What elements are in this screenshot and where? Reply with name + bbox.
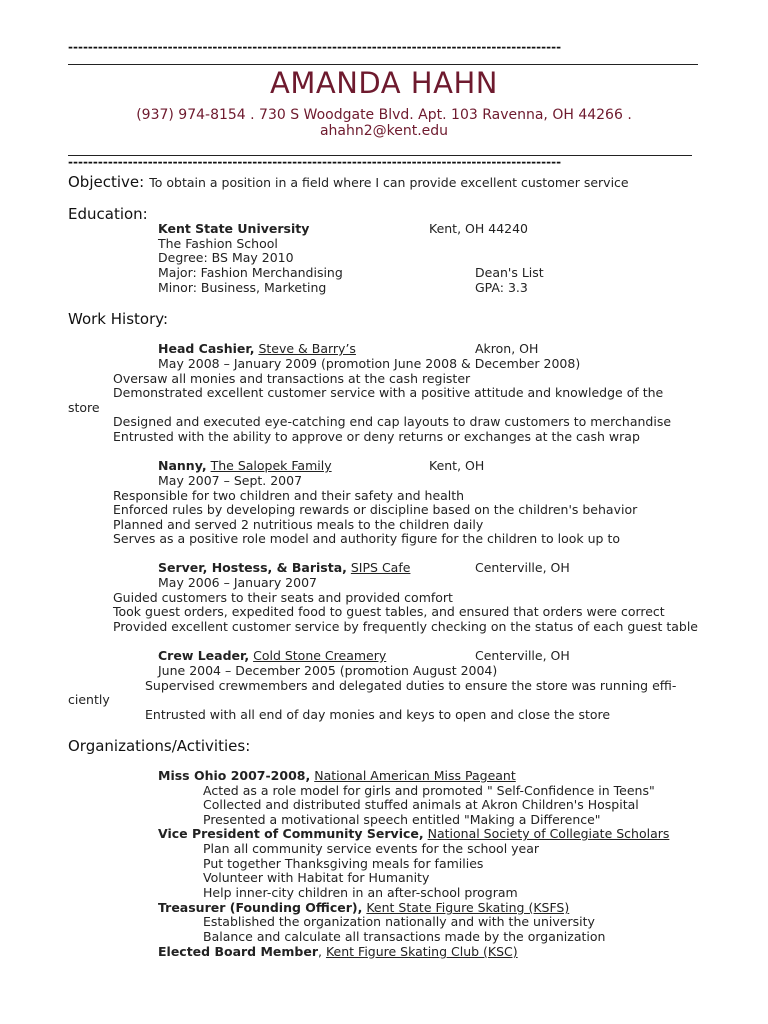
education-school: Kent State University — [158, 221, 310, 236]
job-duty: Enforced rules by developing rewards or discipline based on the children's behavior — [113, 502, 638, 517]
job-employer: Cold Stone Creamery — [253, 648, 387, 663]
org-title-line — [158, 768, 516, 783]
job-title: Server, Hostess, & Barista, — [158, 560, 347, 575]
org-detail: Acted as a role model for girls and promoted " Self-Confidence in Teens" — [203, 783, 655, 798]
job-duty: Took guest orders, expedited food to guest tables, and ensured that orders were correct — [113, 604, 665, 619]
job-duty: Designed and executed eye-catching end cap layouts to draw customers to merchandise — [113, 414, 672, 429]
job-title-line — [158, 341, 356, 356]
education-program: The Fashion School — [158, 236, 278, 251]
org-name: National Society of Collegiate Scholars — [427, 826, 670, 841]
top-dash-line: --------------------------------------------------------------------------------------------------- — [68, 40, 562, 54]
org-detail: Collected and distributed stuffed animals at Akron Children's Hospital — [203, 797, 639, 812]
job-duty: Serves as a positive role model and authority figure for the children to look up to — [113, 531, 621, 546]
job-duty: Entrusted with all end of day monies and keys to open and close the store — [145, 707, 611, 722]
job-title-line — [158, 560, 410, 575]
job-duty: Responsible for two children and their safety and health — [113, 488, 465, 503]
job-duty: Provided excellent customer service by frequently checking on the status of each guest table — [113, 619, 698, 634]
org-name: Kent State Figure Skating (KSFS) — [366, 900, 570, 915]
org-detail: Volunteer with Habitat for Humanity — [203, 870, 430, 885]
org-title-line — [158, 944, 518, 959]
job-dates: May 2007 – Sept. 2007 — [158, 473, 303, 488]
job-duty: Guided customers to their seats and provided comfort — [113, 590, 453, 605]
job-dates: June 2004 – December 2005 (promotion August 2004) — [158, 663, 498, 678]
job-duty: Supervised crewmembers and delegated duties to ensure the store was running effi- — [145, 678, 677, 693]
org-title-line — [158, 826, 669, 841]
top-rule — [68, 64, 698, 65]
job-duty: ciently — [68, 692, 110, 707]
organizations-heading: Organizations/Activities: — [68, 737, 251, 755]
job-title: Head Cashier, — [158, 341, 255, 356]
education-major: Major: Fashion Merchandising — [158, 265, 343, 280]
bottom-dash-line: --------------------------------------------------------------------------------------------------- — [68, 155, 562, 169]
org-title: Vice President of Community Service, — [158, 826, 424, 841]
org-title-line — [158, 900, 569, 915]
org-detail: Balance and calculate all transactions made by the organization — [203, 929, 606, 944]
job-title: Nanny, — [158, 458, 207, 473]
education-honor: Dean's List — [475, 265, 544, 280]
job-employer: The Salopek Family — [210, 458, 332, 473]
education-gpa: GPA: 3.3 — [475, 280, 528, 295]
email: ahahn2@kent.edu — [319, 123, 449, 139]
org-name: Kent Figure Skating Club (KSC) — [325, 944, 518, 959]
candidate-name: AMANDA HAHN — [270, 66, 498, 100]
job-duty: Entrusted with the ability to approve or deny returns or exchanges at the cash wrap — [113, 429, 640, 444]
objective-label: Objective: — [68, 173, 145, 191]
org-detail: Presented a motivational speech entitled "Making a Difference" — [203, 812, 601, 827]
education-degree: Degree: BS May 2010 — [158, 250, 294, 265]
job-dates: May 2008 – January 2009 (promotion June 2008 & December 2008) — [158, 356, 581, 371]
job-employer: Steve & Barry’s — [258, 341, 356, 356]
job-employer: SIPS Cafe — [350, 560, 411, 575]
contact-line: (937) 974-8154 . 730 S Woodgate Blvd. Apt. 103 Ravenna, OH 44266 . — [136, 107, 632, 123]
work-heading: Work History: — [68, 310, 169, 328]
job-duty: Planned and served 2 nutritious meals to the children daily — [113, 517, 484, 532]
job-location: Centerville, OH — [475, 648, 570, 663]
job-duty: store — [68, 400, 100, 415]
org-detail: Help inner-city children in an after-school program — [203, 885, 518, 900]
job-dates: May 2006 – January 2007 — [158, 575, 317, 590]
education-location: Kent, OH 44240 — [429, 221, 529, 236]
job-title-line — [158, 458, 332, 473]
org-title: Elected Board Member — [158, 944, 319, 959]
org-detail: Plan all community service events for the school year — [203, 841, 540, 856]
job-location: Kent, OH — [429, 458, 485, 473]
org-separator: , — [318, 944, 322, 959]
job-duty: Oversaw all monies and transactions at the cash register — [113, 371, 471, 386]
objective-section — [68, 172, 629, 191]
job-duty: Demonstrated excellent customer service with a positive attitude and knowledge of the — [113, 385, 664, 400]
org-title: Treasurer (Founding Officer), — [158, 900, 363, 915]
job-title: Crew Leader, — [158, 648, 250, 663]
org-detail: Established the organization nationally and with the university — [203, 914, 595, 929]
job-title-line — [158, 648, 386, 663]
education-minor: Minor: Business, Marketing — [158, 280, 327, 295]
org-title: Miss Ohio 2007-2008, — [158, 768, 311, 783]
job-location: Centerville, OH — [475, 560, 570, 575]
org-detail: Put together Thanksgiving meals for families — [203, 856, 484, 871]
job-location: Akron, OH — [475, 341, 539, 356]
org-name: National American Miss Pageant — [314, 768, 516, 783]
education-heading: Education: — [68, 205, 148, 223]
objective-text: To obtain a position in a field where I can provide excellent customer service — [149, 175, 629, 190]
